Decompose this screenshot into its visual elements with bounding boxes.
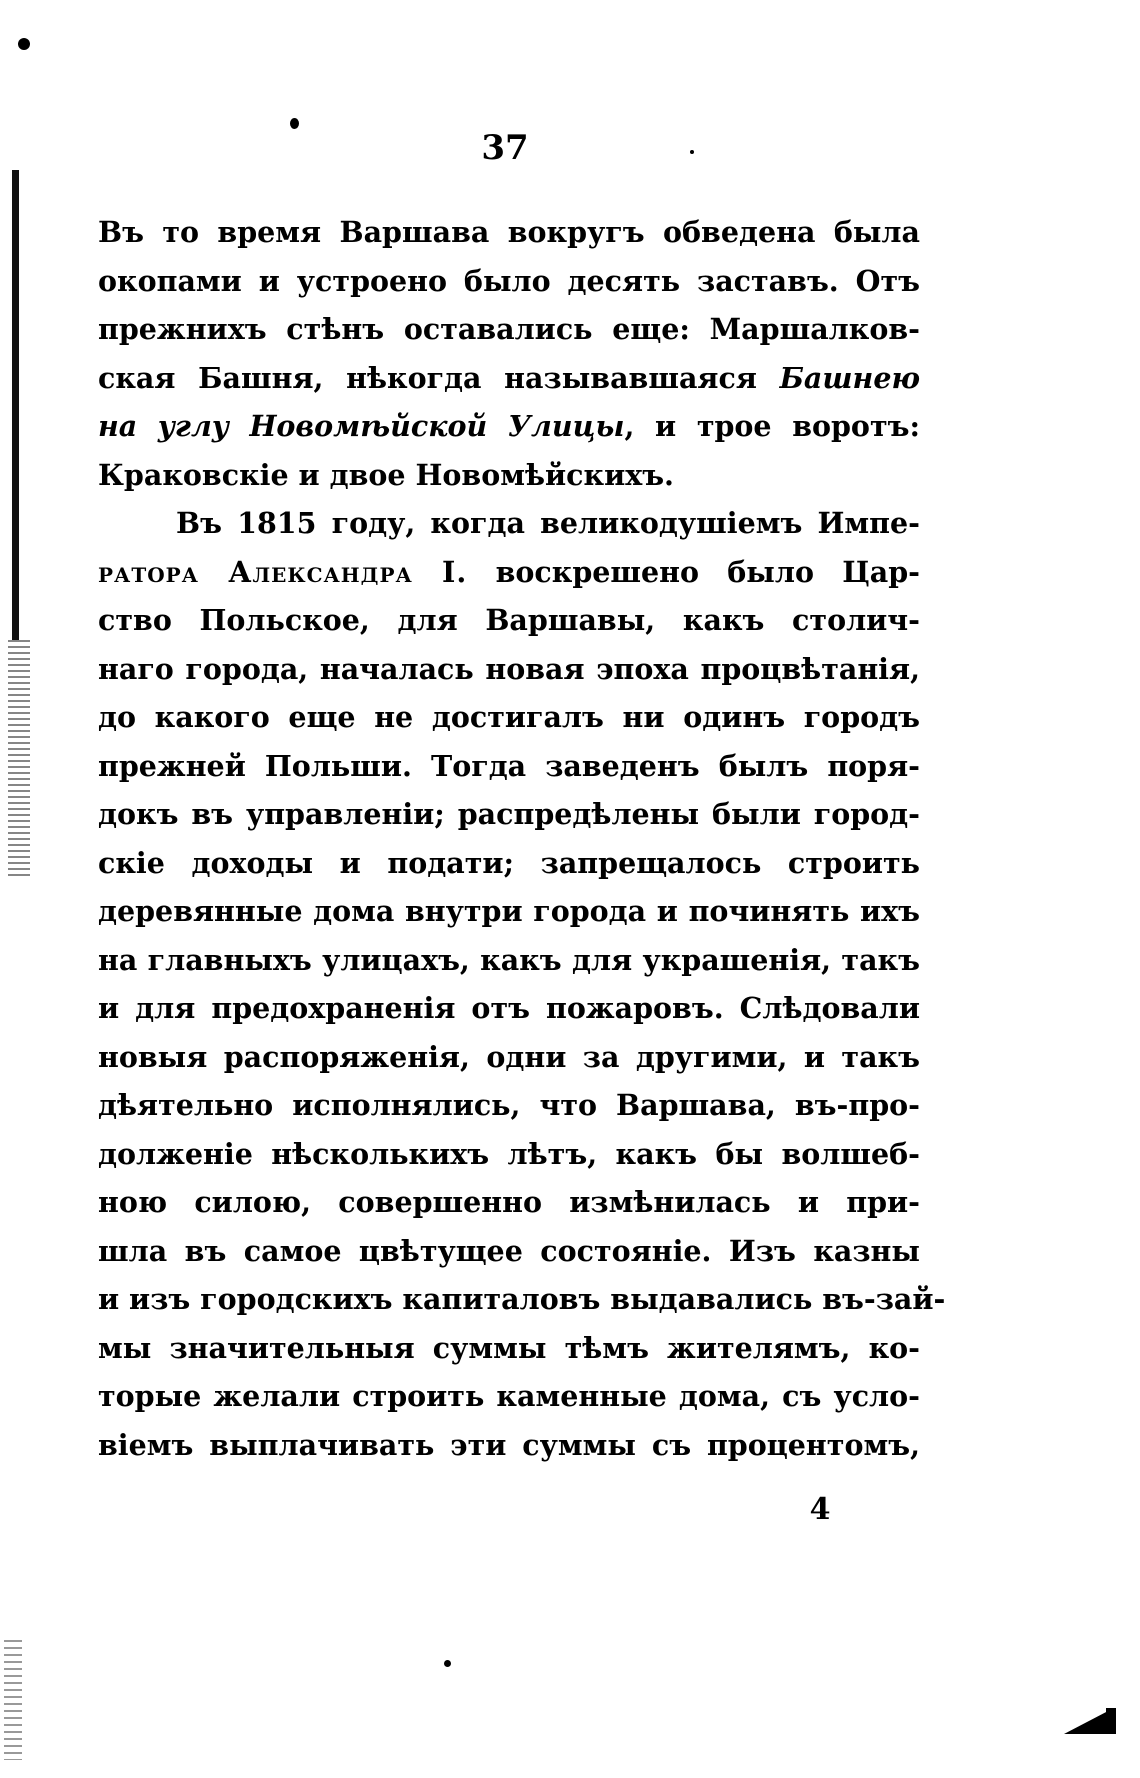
text-line: на главныхъ улицахъ, какъ для украшенія, такъ [98, 942, 920, 977]
text-line: до какого еще не достигалъ ни одинъ городъ [98, 700, 920, 734]
scan-gutter-noise [8, 640, 30, 880]
italic-text-run: на углу Новомѣйской Улицы [98, 409, 625, 443]
text-line: дѣятельно исполнялись, что Варшава, въ-про- [98, 1088, 920, 1122]
scan-speck [290, 118, 299, 129]
text-line: прежнихъ стѣнъ оставались еще: Маршалков- [98, 312, 920, 346]
page-number: 37 [481, 128, 529, 168]
text-line: наго города, началась новая эпоха процвѣтанія, [98, 651, 920, 686]
paragraph [98, 208, 920, 499]
text-line [98, 402, 920, 451]
text-line: Въ 1815 году, когда великодушіемъ Импе- [176, 506, 920, 540]
scan-corner-mark [1106, 1708, 1116, 1734]
text-line: скіе доходы и подати; запрещалось строить [98, 845, 920, 880]
scan-speck [690, 150, 694, 154]
text-line: віемъ выплачивать эти суммы съ процентомъ, [98, 1427, 920, 1462]
text-run: воскрешено было Цар- [467, 554, 921, 589]
scan-gutter-shadow [12, 170, 19, 640]
text-line: окопами и устроено было десять заставъ. Отъ [98, 263, 920, 298]
text-line: деревянные дома внутри города и починять ихъ [98, 894, 920, 928]
small-caps-text-run: ратора Александра I. [98, 554, 468, 589]
text-line: Въ то время Варшава вокругъ обведена была [98, 215, 920, 249]
text-line: торые желали строить каменные дома, съ усло- [98, 1379, 920, 1413]
text-line: ною силою, совершенно измѣнилась и при- [98, 1185, 920, 1219]
text-line: докъ въ управленіи; распредѣлены были город- [98, 797, 920, 831]
text-line: прежней Польши. Тогда заведенъ былъ поря- [98, 748, 920, 783]
text-run: , и трое воротъ: [624, 409, 920, 443]
text-line: ство Польское, для Варшавы, какъ столич- [98, 603, 920, 637]
text-line: шла въ самое цвѣтущее состояніе. Изъ казны [98, 1233, 920, 1268]
scan-speck [18, 38, 30, 50]
text-line [98, 354, 920, 403]
scan-gutter-noise [4, 1640, 22, 1760]
text-run: ская Башня, нѣкогда называвшаяся [98, 360, 780, 395]
italic-text-run: Башнею [779, 360, 920, 395]
text-line [98, 548, 920, 597]
text-line: долженіе нѣсколькихъ лѣтъ, какъ бы волшеб- [98, 1136, 920, 1171]
text-line: и для предохраненія отъ пожаровъ. Слѣдовали [98, 991, 920, 1025]
paragraph [98, 499, 946, 1469]
text-line: и изъ городскихъ капиталовъ выдавались въ-зай- [98, 1282, 946, 1316]
text-line: новыя распоряженія, одни за другими, и такъ [98, 1039, 920, 1074]
signature-mark: 4 [809, 1492, 831, 1527]
text-line: мы значительныя суммы тѣмъ жителямъ, ко- [98, 1330, 920, 1365]
text-line: Краковскіе и двое Новомѣйскихъ. [98, 457, 674, 492]
scan-corner-mark [1064, 1710, 1110, 1734]
scan-speck [444, 1660, 451, 1667]
body-text [98, 208, 946, 1469]
